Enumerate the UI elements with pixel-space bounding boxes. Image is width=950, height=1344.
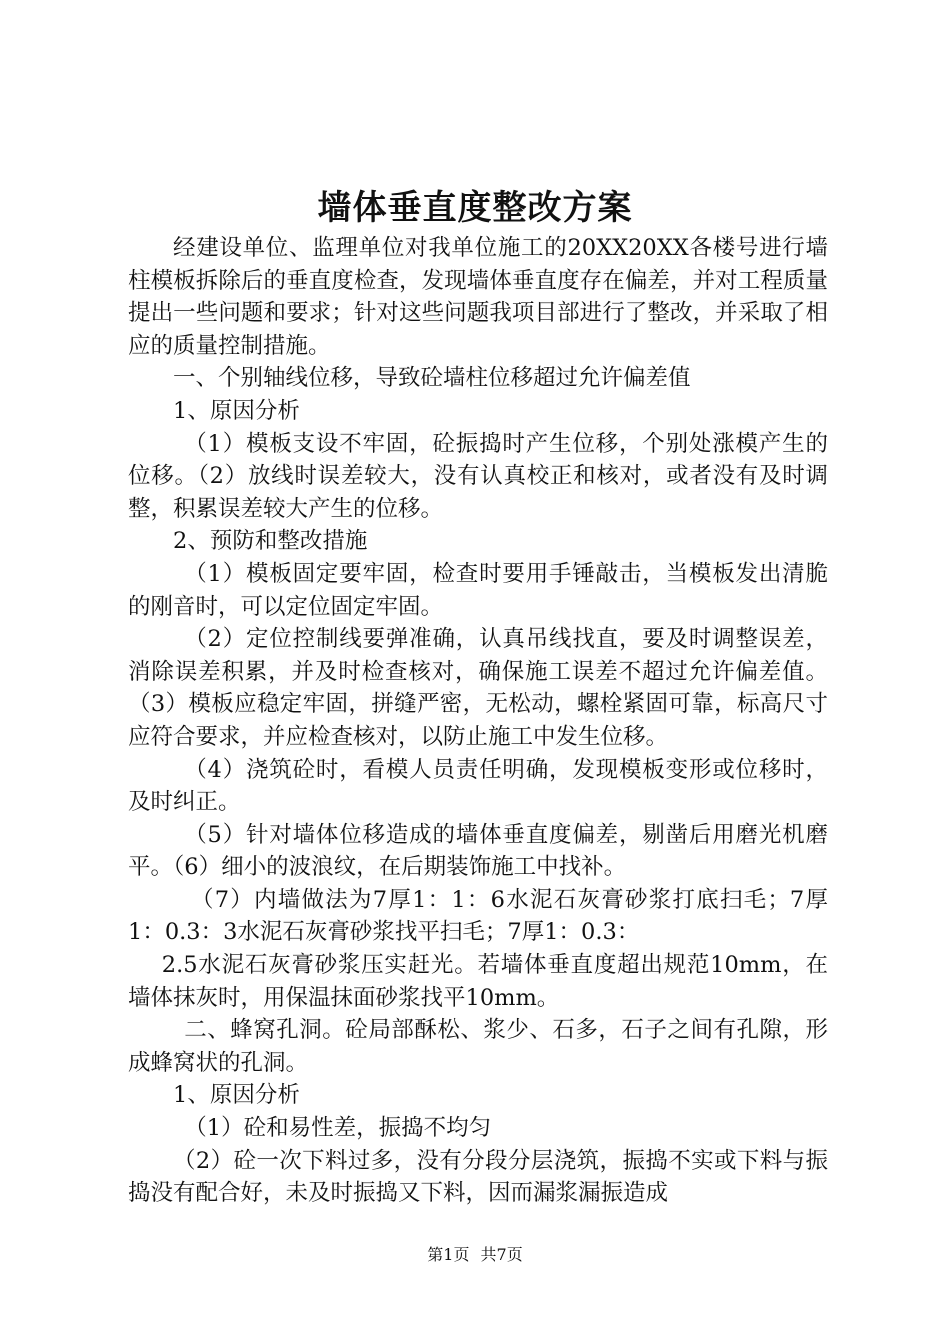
paragraph-measure-4: （4）浇筑砼时，看模人员责任明确，发现模板变形或位移时，及时纠正。	[128, 756, 828, 816]
document-body	[128, 232, 828, 1210]
paragraph-measure-5-6: （5）针对墙体位移造成的墙体垂直度偏差，剔凿后用磨光机磨平。（6）细小的波浪纹，在后期装饰施工中找补。	[128, 821, 828, 881]
subheading-prevention: 2、预防和整改措施	[173, 528, 368, 555]
page-footer	[0, 1245, 950, 1265]
paragraph-cause-2-2: （2）砼一次下料过多，没有分段分层浇筑，振捣不实或下料与振捣没有配合好，未及时振捣又下料，因而漏浆漏振造成	[128, 1147, 828, 1207]
subheading-cause-analysis: 1、原因分析	[173, 397, 300, 424]
subheading-cause-analysis-2: 1、原因分析	[173, 1082, 300, 1109]
paragraph-cause-2-1: （1）砼和易性差，振捣不均匀	[184, 1115, 492, 1142]
paragraph-intro: 经建设单位、监理单位对我单位施工的20XX20XX各楼号进行墙柱模板拆除后的垂直度检查，发现墙体垂直度存在偏差，并对工程质量提出一些问题和要求；针对这些问题我项目部进行了整改，并采取了相应的质量控制措施。	[128, 235, 828, 359]
paragraph-measure-2-3: （2）定位控制线要弹准确，认真吊线找直，要及时调整误差，消除误差积累，并及时检查核对，确保施工误差不超过允许偏差值。（3）模板应稳定牢固，拼缝严密，无松动，螺栓紧固可靠，标高尺寸应符合要求，并应检查核对，以防止施工中发生位移。	[128, 626, 828, 750]
page-total: 共7页	[480, 1245, 523, 1264]
paragraph-measure-7: （7）内墙做法为7厚1：1：6水泥石灰膏砂浆打底扫毛；7厚1：0.3：3水泥石灰膏砂浆找平扫毛；7厚1：0.3：	[128, 886, 828, 946]
section-heading-1: 一、个别轴线位移，导致砼墙柱位移超过允许偏差值	[173, 365, 691, 392]
page-number: 第1页	[427, 1245, 470, 1264]
paragraph-measure-1: （1）模板固定要牢固，检查时要用手锤敲击，当模板发出清脆的刚音时，可以定位固定牢固。	[128, 560, 828, 620]
document-title: 墙体垂直度整改方案	[317, 188, 633, 228]
paragraph-cause-1-2: （1）模板支设不牢固，砼振捣时产生位移，个别处涨模产生的位移。（2）放线时误差较大，没有认真校正和核对，或者没有及时调整，积累误差较大产生的位移。	[128, 430, 828, 522]
section-heading-2: 二、蜂窝孔洞。砼局部酥松、浆少、石多，石子之间有孔隙，形成蜂窝状的孔洞。	[128, 1017, 828, 1076]
paragraph-measure-7-cont: 2.5水泥石灰膏砂浆压实赶光。若墙体垂直度超出规范10mm，在墙体抹灰时，用保温抹面砂浆找平10mm。	[128, 952, 828, 1011]
